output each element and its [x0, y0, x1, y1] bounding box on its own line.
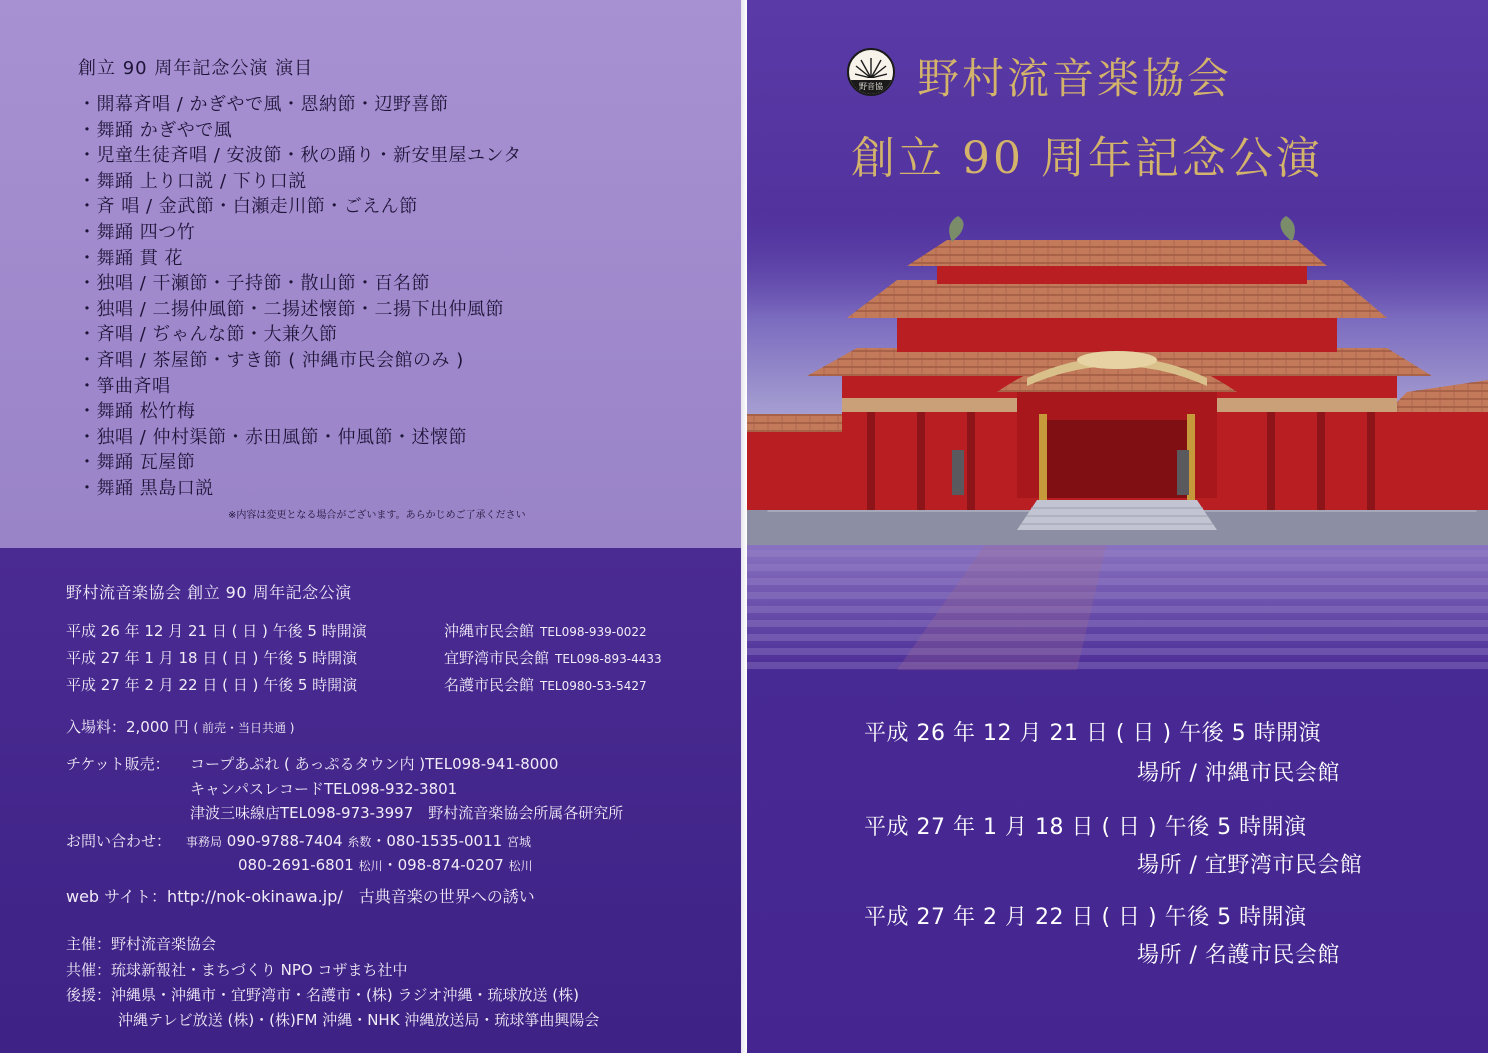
program-item: ・箏曲斉唱 — [78, 375, 171, 397]
inquiry-line: 事務局 090-9788-7404 糸数・080-1535-0011 宮城 — [186, 832, 531, 850]
ticket-outlet: キャンパスレコードTEL098-932-3801 — [190, 780, 458, 798]
program-item: ・舞踊 上り口説 / 下り口説 — [78, 170, 307, 192]
website-link[interactable]: web サイト：http://nok-okinawa.jp/ 古典音楽の世界への誘い — [66, 887, 535, 906]
ticket-outlet: 津波三味線店TEL098-973-3997 野村流音楽協会所属各研究所 — [190, 804, 624, 822]
program-item: ・開幕斉唱 / かぎやで風・恩納節・辺野喜節 — [78, 94, 449, 115]
performance-date: 平成 27 年 2 月 22 日 ( 日 ) 午後 5 時開演 — [864, 905, 1307, 930]
program-item: ・児童生徒斉唱 / 安波節・秋の踊り・新安里屋ユンタ — [78, 145, 522, 167]
organizer: 主催：野村流音楽協会 — [66, 935, 217, 953]
program-item: ・斉唱 / ぢゃんな節・大兼久節 — [78, 324, 338, 346]
schedule-row — [66, 620, 647, 641]
program-item: ・斉唱 / 茶屋節・すき節 ( 沖縄市民会館のみ ) — [78, 349, 464, 371]
program-item: ・舞踊 松竹梅 — [78, 401, 196, 423]
program-item: ・舞踊 かぎやで風 — [78, 119, 233, 141]
program-item: ・舞踊 四つ竹 — [78, 221, 196, 243]
program-item: ・舞踊 黒島口説 — [78, 477, 214, 499]
support: 後援：沖縄県・沖縄市・宜野湾市・名護市・(株) ラジオ沖縄・琉球放送 (株) — [66, 986, 579, 1004]
performance-place: 場所 / 沖縄市民会館 — [1137, 761, 1340, 786]
schedule-date: 平成 27 年 2 月 22 日 ( 日 ) 午後 5 時開演 — [66, 676, 358, 694]
schedule-row — [66, 647, 662, 668]
schedule-venue: 名護市民会館 TEL0980-53-5427 — [444, 676, 647, 694]
performance-place: 場所 / 宜野湾市民会館 — [1137, 853, 1363, 878]
admission-note: ( 前売・当日共通 ) — [193, 721, 295, 735]
support-cont: 沖縄テレビ放送 (株)・(株)FM 沖縄・NHK 沖縄放送局・琉球箏曲興陽会 — [118, 1011, 600, 1029]
schedule-venue: 沖縄市民会館 TEL098-939-0022 — [444, 622, 647, 640]
shurijo-castle-image — [747, 200, 1488, 670]
tickets-label: チケット販売： — [66, 755, 170, 773]
program-list — [78, 92, 522, 502]
performance-place: 場所 / 名護市民会館 — [1137, 943, 1340, 968]
schedule-venue: 宜野湾市民会館 TEL098-893-4433 — [444, 649, 662, 667]
schedule-tel: TEL0980-53-5427 — [540, 679, 647, 693]
schedule-date: 平成 26 年 12 月 21 日 ( 日 ) 午後 5 時開演 — [66, 622, 367, 640]
schedule-row — [66, 674, 647, 695]
organization-title: 野村流音楽協会 — [917, 54, 1233, 103]
association-logo — [847, 48, 895, 96]
program-item: ・独唱 / 二揚仲風節・二揚述懐節・二揚下出仲風節 — [78, 298, 505, 320]
left-page — [0, 0, 741, 1053]
program-panel — [0, 0, 741, 548]
ticket-outlet: コープあぷれ ( あっぷるタウン内 )TEL098-941-8000 — [190, 755, 559, 773]
logo-text: 野音協 — [849, 80, 893, 94]
program-item: ・独唱 / 仲村渠節・赤田風節・仲風節・述懐節 — [78, 426, 468, 448]
program-note: ※内容は変更となる場合がございます。あらかじめご了承ください — [228, 510, 526, 521]
inquiry-label: お問い合わせ： — [66, 832, 172, 850]
schedule-date: 平成 27 年 1 月 18 日 ( 日 ) 午後 5 時開演 — [66, 649, 358, 667]
info-title: 野村流音楽協会 創立 90 周年記念公演 — [66, 583, 352, 602]
inquiry-line: 080-2691-6801 松川・098-874-0207 松川 — [238, 856, 533, 874]
admission: 入場料：2,000 円 ( 前売・当日共通 ) — [66, 718, 295, 736]
event-title: 創立 90 周年記念公演 — [851, 133, 1323, 184]
program-item: ・舞踊 瓦屋節 — [78, 452, 196, 474]
program-item: ・舞踊 貫 花 — [78, 247, 183, 269]
info-panel — [0, 548, 741, 1053]
performance-date: 平成 26 年 12 月 21 日 ( 日 ) 午後 5 時開演 — [864, 721, 1322, 746]
cosponsor: 共催：琉球新報社・まちづくり NPO コザまち社中 — [66, 961, 408, 979]
performance-date: 平成 27 年 1 月 18 日 ( 日 ) 午後 5 時開演 — [864, 815, 1307, 840]
program-item: ・斉 唱 / 金武節・白瀬走川節・ごえん節 — [78, 196, 418, 218]
program-item: ・独唱 / 干瀬節・子持節・散山節・百名節 — [78, 273, 431, 295]
schedule-tel: TEL098-939-0022 — [540, 625, 647, 639]
cover-page — [747, 0, 1488, 1053]
sun-rays-icon — [855, 56, 887, 78]
program-title: 創立 90 周年記念公演 演目 — [78, 58, 314, 79]
schedule-tel: TEL098-893-4433 — [555, 652, 662, 666]
